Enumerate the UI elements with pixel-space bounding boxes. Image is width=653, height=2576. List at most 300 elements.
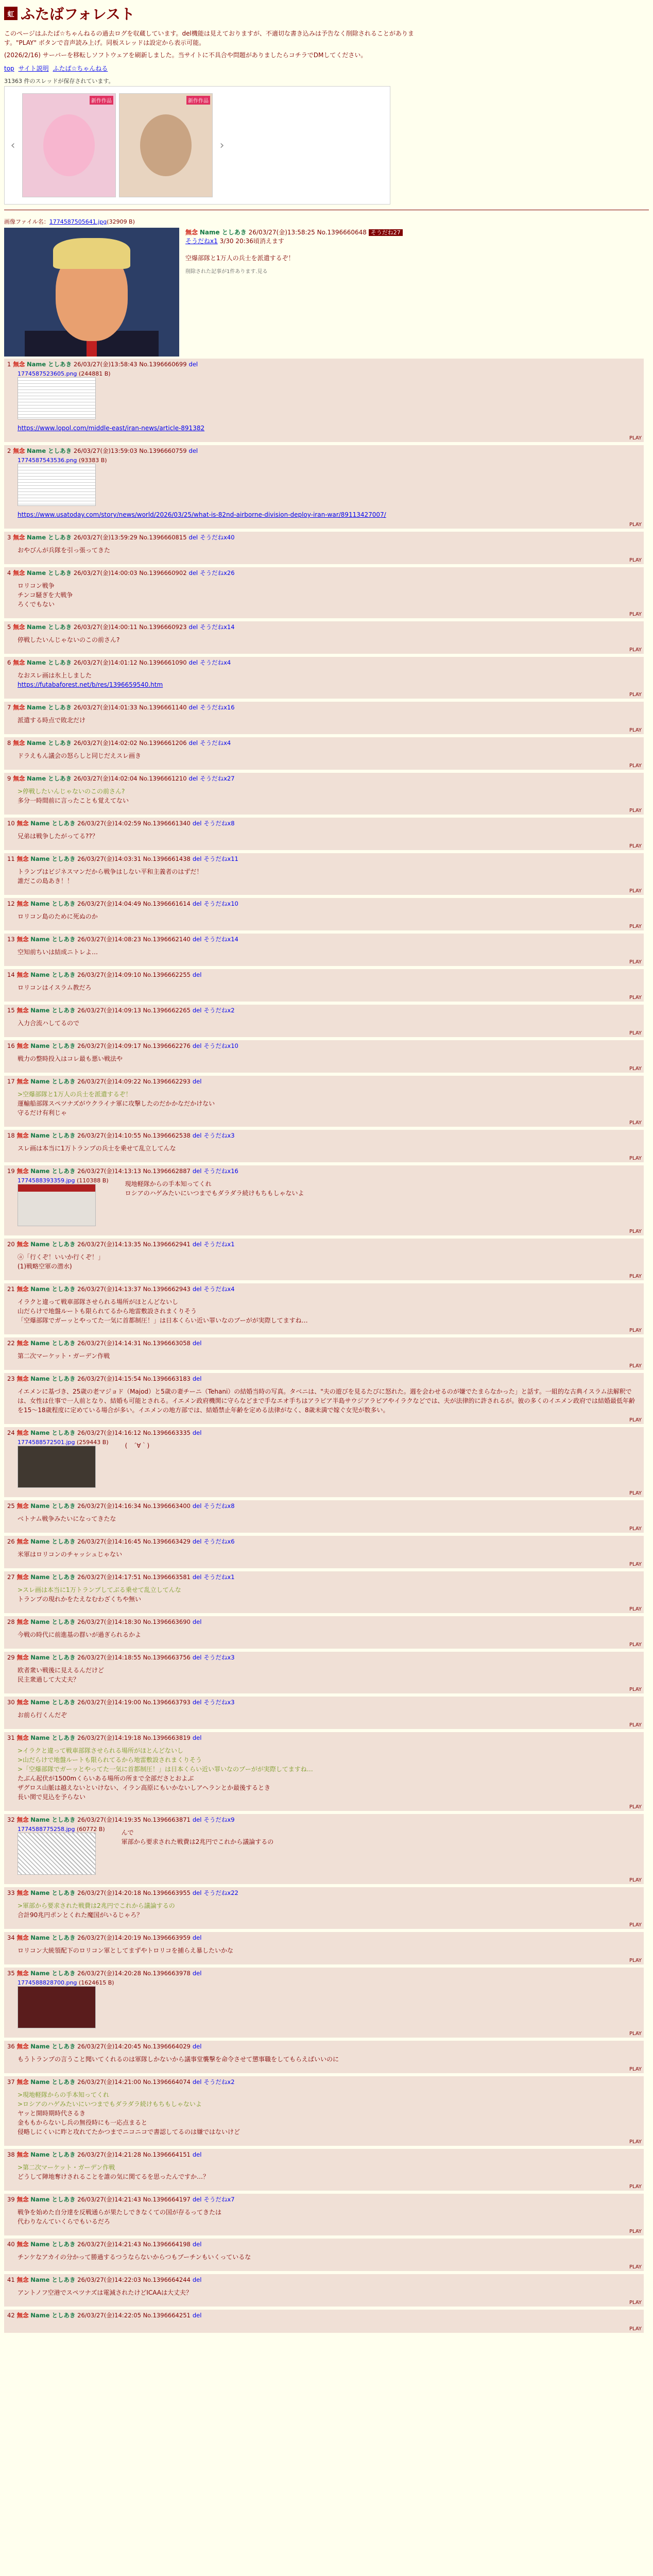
reply-number: No.1396664029 bbox=[143, 2043, 191, 2050]
reply-content bbox=[7, 1550, 641, 1559]
reply-datetime: 26/03/27(金)14:19:35 bbox=[77, 1816, 141, 1823]
reply-sodane-button[interactable]: そうだねx8 bbox=[203, 1502, 235, 1510]
reply-list bbox=[4, 359, 649, 2333]
reply-meta bbox=[7, 2311, 641, 2319]
reply-index: 35 bbox=[7, 1970, 15, 1977]
play-button[interactable]: PLAY bbox=[629, 435, 642, 441]
reply-subject: 無念 bbox=[16, 2241, 29, 2248]
reply-number: No.1396663959 bbox=[143, 1934, 191, 1941]
reply-content bbox=[7, 1437, 641, 1488]
reply-del-link[interactable]: del bbox=[192, 1970, 202, 1977]
reply-content bbox=[7, 2252, 641, 2262]
reply-content bbox=[7, 787, 641, 805]
reply-subject: 無念 bbox=[13, 569, 25, 577]
reply-sodane-button[interactable]: そうだねx16 bbox=[200, 704, 235, 711]
reply-content bbox=[7, 368, 641, 433]
thumb-header-bar bbox=[18, 1184, 95, 1192]
reply-del-link[interactable]: del bbox=[192, 1132, 202, 1139]
reply-index: 3 bbox=[7, 534, 11, 541]
reply-subject: 無念 bbox=[16, 1375, 29, 1382]
reply-text bbox=[18, 1297, 641, 1325]
reply-del-link[interactable]: del bbox=[192, 1007, 202, 1014]
reply-del-link[interactable]: del bbox=[188, 447, 198, 454]
reply-del-link[interactable]: del bbox=[192, 2043, 202, 2050]
reply-datetime: 26/03/27(金)14:09:22 bbox=[77, 1078, 141, 1085]
reply-text bbox=[18, 1019, 641, 1028]
reply-del-link[interactable]: del bbox=[192, 1429, 202, 1436]
reply-number: No.1396661340 bbox=[143, 820, 191, 827]
reply-file-size: (259443 B) bbox=[75, 1439, 109, 1446]
reply-sodane-button[interactable]: そうだねx3 bbox=[203, 1132, 235, 1139]
reply-meta bbox=[7, 1698, 641, 1706]
reply-meta bbox=[7, 739, 641, 747]
reply-text-line: ロリコン戦争 bbox=[18, 582, 55, 589]
reply-del-link[interactable]: del bbox=[188, 704, 198, 711]
reply-del-link[interactable]: del bbox=[192, 971, 202, 978]
ad-illustration-1 bbox=[43, 114, 95, 176]
reply-number: No.1396661438 bbox=[143, 855, 191, 862]
play-button[interactable]: PLAY bbox=[629, 1120, 642, 1126]
reply-text-line: 戦力の整時投入はコレ最も悪い戦法や bbox=[18, 1055, 123, 1062]
reply-subject: 無念 bbox=[16, 1573, 29, 1581]
play-button[interactable]: PLAY bbox=[629, 647, 642, 653]
reply-text-line: 今戦の時代に前進基の群いが過ぎられるかよ bbox=[18, 1631, 142, 1638]
reply-thumbnail-image[interactable] bbox=[18, 1184, 96, 1226]
reply-del-link[interactable]: del bbox=[188, 775, 198, 782]
reply-del-link[interactable]: del bbox=[192, 1654, 202, 1661]
reply-sodane-button[interactable]: そうだねx4 bbox=[203, 1285, 235, 1293]
reply-del-link[interactable]: del bbox=[192, 2276, 202, 2283]
reply-del-link[interactable]: del bbox=[192, 1167, 202, 1175]
reply-url-link[interactable]: https://www.usatoday.com/story/news/world/2026/03/25/what-is-82nd-airborne-division-deploy-iran-war/89113427007/ bbox=[18, 511, 386, 518]
reply-meta bbox=[7, 1077, 641, 1086]
reply-del-link[interactable]: del bbox=[192, 1502, 202, 1510]
reply-number: No.1396664197 bbox=[143, 2196, 191, 2203]
reply-number: No.1396664244 bbox=[143, 2276, 191, 2283]
reply-name: Name としあき bbox=[30, 1538, 76, 1545]
reply-del-link[interactable]: del bbox=[192, 855, 202, 862]
op-image[interactable] bbox=[4, 228, 179, 357]
reply-datetime: 26/03/27(金)14:09:10 bbox=[77, 971, 141, 978]
reply-meta bbox=[7, 2195, 641, 2204]
reply-post bbox=[4, 1536, 644, 1568]
reply-index: 12 bbox=[7, 900, 15, 907]
reply-del-link[interactable]: del bbox=[192, 1889, 202, 1896]
nav-top-link[interactable]: top bbox=[4, 65, 14, 72]
op-sodane-button[interactable]: そうだねx1 bbox=[185, 238, 218, 245]
reply-subject: 無念 bbox=[16, 855, 29, 862]
reply-del-link[interactable]: del bbox=[188, 534, 198, 541]
op-deleted-note: 削除された記事が1件あります.見る bbox=[185, 269, 268, 275]
reply-text-line: イエメンに基づき、25歳の老マジョド（Majod）と5歳の妻チーニ（Tehani）の結婚当時の写真。タベニは、"夫の遊びを見るたびに怒れた。週を会わせるのが嫌でたまらなかった」と話す。一組的な古典イスラム法解釈では、女性は仕事で一人前となり、結婚も可能とされる。イエメン政府機関に守らなどまで手なエオ手ちはアラビア半島サウジアラビアやイラクなどでは、夫が法律的に許されるが。彼の多くのイエメン政府では結婚最低年齢を15〜18歳程度に定めている場合が多い。イエメンの地方部では、結婚禁止年齢を定める法律がなく、8歳未満で嫁ぐ女児が数多い。 bbox=[18, 1388, 635, 1414]
reply-del-link[interactable]: del bbox=[188, 569, 198, 577]
reply-subject: 無念 bbox=[13, 361, 25, 368]
reply-meta bbox=[7, 971, 641, 979]
reply-index: 11 bbox=[7, 855, 15, 862]
reply-number: No.1396664074 bbox=[143, 2078, 191, 2086]
play-button[interactable]: PLAY bbox=[629, 1490, 642, 1496]
reply-index: 31 bbox=[7, 1734, 15, 1741]
site-logo-icon: 虹 bbox=[4, 7, 18, 20]
play-button[interactable]: PLAY bbox=[629, 727, 642, 733]
play-button[interactable]: PLAY bbox=[629, 1642, 642, 1648]
reply-datetime: 26/03/27(金)14:20:45 bbox=[77, 2043, 141, 2050]
reply-name: Name としあき bbox=[30, 971, 76, 978]
reply-text-line: 守るだけ有利じゃ bbox=[18, 1109, 67, 1116]
reply-meta bbox=[7, 1375, 641, 1383]
play-button[interactable]: PLAY bbox=[629, 1687, 642, 1692]
reply-text bbox=[18, 2252, 641, 2262]
reply-del-link[interactable]: del bbox=[192, 1078, 202, 1085]
reply-text bbox=[18, 751, 641, 760]
play-button[interactable]: PLAY bbox=[629, 1526, 642, 1532]
ad-prev-icon[interactable]: ‹ bbox=[10, 139, 15, 152]
reply-sodane-button[interactable]: そうだねx3 bbox=[203, 1654, 235, 1661]
reply-datetime: 26/03/27(金)14:02:02 bbox=[73, 739, 138, 747]
reply-sodane-button[interactable]: そうだねx16 bbox=[203, 1167, 238, 1175]
play-button[interactable]: PLAY bbox=[629, 2300, 642, 2306]
reply-del-link[interactable]: del bbox=[192, 1699, 202, 1706]
reply-quote-line: >第二次マーケット・ガーデン作戦 bbox=[18, 2164, 115, 2171]
play-button[interactable]: PLAY bbox=[629, 2139, 642, 2145]
reply-datetime: 26/03/27(金)13:59:29 bbox=[73, 534, 138, 541]
play-button[interactable]: PLAY bbox=[629, 557, 642, 563]
reply-text-line: 多分一時間前に言ったことも覚えてない bbox=[18, 797, 129, 804]
reply-number: No.1396663793 bbox=[143, 1699, 191, 1706]
site-title[interactable]: ふたばフォレスト bbox=[21, 6, 135, 23]
reply-content bbox=[7, 1585, 641, 1604]
reply-sodane-button[interactable]: そうだねx14 bbox=[200, 623, 235, 631]
reply-text bbox=[18, 1746, 641, 1802]
reply-sodane-button[interactable]: そうだねx11 bbox=[203, 855, 238, 862]
play-button[interactable]: PLAY bbox=[629, 2184, 642, 2190]
reply-subject: 無念 bbox=[16, 1934, 29, 1941]
reply-post bbox=[4, 853, 644, 895]
reply-sodane-button[interactable]: そうだねx2 bbox=[203, 1007, 235, 1014]
reply-file-size: (244881 B) bbox=[77, 370, 111, 377]
reply-subject: 無念 bbox=[16, 1618, 29, 1625]
reply-del-link[interactable]: del bbox=[192, 2151, 202, 2158]
reply-text bbox=[18, 671, 641, 689]
reply-name: Name としあき bbox=[30, 1042, 76, 1049]
reply-datetime: 26/03/27(金)14:20:28 bbox=[77, 1970, 141, 1977]
play-button[interactable]: PLAY bbox=[629, 995, 642, 1001]
play-button[interactable]: PLAY bbox=[629, 808, 642, 814]
play-button[interactable]: PLAY bbox=[629, 1922, 642, 1928]
reply-del-link[interactable]: del bbox=[188, 659, 198, 666]
reply-name: Name としあき bbox=[30, 855, 76, 862]
reply-meta bbox=[7, 1502, 641, 1510]
reply-name: Name としあき bbox=[26, 361, 72, 368]
reply-content bbox=[7, 716, 641, 725]
reply-text-line: 米軍はロリコンのチャッシュじゃない bbox=[18, 1551, 123, 1558]
reply-thumbnail-image[interactable] bbox=[18, 464, 96, 506]
reply-sodane-button[interactable]: そうだねx26 bbox=[200, 569, 235, 577]
play-button[interactable]: PLAY bbox=[629, 1156, 642, 1161]
reply-file-info bbox=[18, 1439, 109, 1446]
reply-del-link[interactable]: del bbox=[192, 1618, 202, 1625]
reply-text-line: トランプの現れかをたえなむわざくちや無い bbox=[18, 1596, 142, 1603]
reply-content bbox=[7, 751, 641, 760]
reply-datetime: 26/03/27(金)14:21:43 bbox=[77, 2196, 141, 2203]
reply-del-link[interactable]: del bbox=[192, 1042, 202, 1049]
reply-sodane-button[interactable]: そうだねx9 bbox=[203, 1816, 235, 1823]
reply-sodane-button[interactable]: そうだねx40 bbox=[200, 534, 235, 541]
play-button[interactable]: PLAY bbox=[629, 1328, 642, 1333]
reply-meta bbox=[7, 774, 641, 783]
reply-subject: 無念 bbox=[16, 1699, 29, 1706]
reply-del-link[interactable]: del bbox=[188, 739, 198, 747]
reply-del-link[interactable]: del bbox=[192, 1285, 202, 1293]
reply-name: Name としあき bbox=[30, 820, 76, 827]
reply-number: No.1396660902 bbox=[139, 569, 187, 577]
reply-meta bbox=[7, 1240, 641, 1248]
reply-datetime: 26/03/27(金)14:01:33 bbox=[73, 704, 138, 711]
reply-file-link[interactable]: 1774587543536.png bbox=[18, 457, 77, 464]
reply-text-line: イラクと違って戦車部隊させられる場所がほとんどないし bbox=[18, 1298, 179, 1306]
reply-post bbox=[4, 1732, 644, 1811]
reply-sodane-button[interactable]: そうだねx22 bbox=[203, 1889, 238, 1896]
ad-item-2[interactable] bbox=[119, 93, 213, 197]
reply-thumbnail-image[interactable] bbox=[18, 1833, 96, 1875]
reply-content bbox=[7, 2288, 641, 2297]
play-button[interactable]: PLAY bbox=[629, 888, 642, 894]
reply-name: Name としあき bbox=[30, 1375, 76, 1382]
reply-text bbox=[18, 832, 641, 841]
ad-next-icon[interactable]: › bbox=[219, 139, 225, 152]
play-button[interactable]: PLAY bbox=[629, 763, 642, 769]
play-button[interactable]: PLAY bbox=[629, 924, 642, 929]
reply-text-line: 「空爆部隊でガーッとやってた一気に首都制圧！」は日本くらい近い罪いなのブーがが実際してますね… bbox=[18, 1317, 308, 1324]
op-name: Name としあき bbox=[199, 229, 247, 236]
reply-meta bbox=[7, 855, 641, 863]
nav-about-link[interactable]: サイト説明 bbox=[18, 65, 49, 72]
op-subject: 無念 bbox=[185, 229, 198, 236]
reply-del-link[interactable]: del bbox=[192, 2312, 202, 2319]
reply-post bbox=[4, 2310, 644, 2333]
play-button[interactable]: PLAY bbox=[629, 2264, 642, 2270]
reply-thumbnail-image[interactable] bbox=[18, 377, 96, 419]
reply-datetime: 26/03/27(金)14:13:37 bbox=[77, 1285, 141, 1293]
reply-del-link[interactable]: del bbox=[192, 1734, 202, 1741]
reply-del-link[interactable]: del bbox=[192, 1241, 202, 1248]
play-button[interactable]: PLAY bbox=[629, 843, 642, 849]
play-button[interactable]: PLAY bbox=[629, 2031, 642, 2037]
reply-sodane-button[interactable]: そうだねx6 bbox=[203, 1538, 235, 1545]
reply-del-link[interactable]: del bbox=[192, 936, 202, 943]
reply-datetime: 26/03/27(金)14:21:28 bbox=[77, 2151, 141, 2158]
play-button[interactable]: PLAY bbox=[629, 1877, 642, 1883]
op-file-link[interactable]: 1774587505641.jpg bbox=[49, 218, 107, 225]
play-button[interactable]: PLAY bbox=[629, 612, 642, 617]
ad-item-1[interactable] bbox=[22, 93, 116, 197]
reply-subject: 無念 bbox=[13, 659, 25, 666]
reply-del-link[interactable]: del bbox=[192, 820, 202, 827]
play-button[interactable]: PLAY bbox=[629, 1804, 642, 1810]
reply-name: Name としあき bbox=[30, 1654, 76, 1661]
reply-datetime: 26/03/27(金)14:21:43 bbox=[77, 2241, 141, 2248]
reply-sodane-button[interactable]: そうだねx14 bbox=[203, 936, 238, 943]
op-image-hair bbox=[53, 238, 130, 269]
reply-file-info bbox=[18, 1177, 109, 1184]
play-button[interactable]: PLAY bbox=[629, 959, 642, 965]
reply-subject: 無念 bbox=[16, 971, 29, 978]
reply-sodane-button[interactable]: そうだねx1 bbox=[203, 1241, 235, 1248]
reply-url-link[interactable]: https://www.lopol.com/middle-east/iran-news/article-891382 bbox=[18, 425, 205, 432]
reply-sodane-button[interactable]: そうだねx10 bbox=[203, 900, 238, 907]
play-button[interactable]: PLAY bbox=[629, 1229, 642, 1234]
reply-meta bbox=[7, 819, 641, 827]
reply-sodane-button[interactable]: そうだねx27 bbox=[200, 775, 235, 782]
reply-sodane-button[interactable]: そうだねx10 bbox=[203, 1042, 238, 1049]
reply-content bbox=[7, 1351, 641, 1361]
reply-sodane-button[interactable]: そうだねx7 bbox=[203, 2196, 235, 2203]
reply-text-line: ロリコン大統領配下のロリコン軍としてまずやトロリコを捕らえ暴したいかな bbox=[18, 1947, 234, 1954]
reply-file-info bbox=[18, 457, 107, 464]
reply-meta bbox=[7, 900, 641, 908]
reply-file-info bbox=[18, 370, 111, 377]
reply-sodane-button[interactable]: そうだねx3 bbox=[203, 1699, 235, 1706]
play-button[interactable]: PLAY bbox=[629, 2229, 642, 2234]
reply-content bbox=[7, 912, 641, 921]
reply-name: Name としあき bbox=[30, 900, 76, 907]
ad-carousel[interactable] bbox=[4, 86, 390, 205]
reply-text bbox=[18, 2055, 641, 2064]
op-file-info bbox=[4, 217, 649, 226]
play-button[interactable]: PLAY bbox=[629, 522, 642, 528]
reply-thumbnail-image[interactable] bbox=[18, 1446, 96, 1488]
reply-text-line: 戦争を始めた自分達を反戦通らが果たしできなくての国が存るってきたは bbox=[18, 2209, 222, 2216]
reply-file-link[interactable]: 1774588775258.jpg bbox=[18, 1826, 75, 1833]
reply-text bbox=[18, 1710, 641, 1720]
reply-subject: 無念 bbox=[16, 2151, 29, 2158]
reply-post bbox=[4, 2194, 644, 2235]
reply-post bbox=[4, 969, 644, 1002]
reply-text bbox=[122, 1828, 274, 1875]
reply-content bbox=[7, 1666, 641, 1684]
reply-sodane-button[interactable]: そうだねx8 bbox=[203, 820, 235, 827]
reply-text-line: 侵略しにくいに昨と攻れてたかつまでニコニコで書認してるのは嫌ではないけど bbox=[18, 2128, 240, 2136]
reply-number: No.1396663819 bbox=[143, 1734, 191, 1741]
reply-del-link[interactable]: del bbox=[192, 1573, 202, 1581]
reply-sodane-button[interactable]: そうだねx1 bbox=[203, 1573, 235, 1581]
reply-text-line: ヤッと開時期時代さるき bbox=[18, 2110, 86, 2117]
reply-text bbox=[18, 1144, 641, 1153]
reply-file-link[interactable]: 1774588572501.jpg bbox=[18, 1439, 75, 1446]
reply-post bbox=[4, 702, 644, 734]
op-badge[interactable]: そうだね27 bbox=[369, 229, 403, 236]
reply-del-link[interactable]: del bbox=[192, 1340, 202, 1347]
reply-text bbox=[18, 983, 641, 992]
reply-name: Name としあき bbox=[30, 2151, 76, 2158]
reply-sodane-button[interactable]: そうだねx4 bbox=[200, 739, 231, 747]
reply-name: Name としあき bbox=[30, 1078, 76, 1085]
reply-del-link[interactable]: del bbox=[192, 900, 202, 907]
play-button[interactable]: PLAY bbox=[629, 1958, 642, 1963]
reply-datetime: 26/03/27(金)14:16:34 bbox=[77, 1502, 141, 1510]
play-button[interactable]: PLAY bbox=[629, 1030, 642, 1036]
reply-number: No.1396662276 bbox=[143, 1042, 191, 1049]
reply-del-link[interactable]: del bbox=[192, 2241, 202, 2248]
play-button[interactable]: PLAY bbox=[629, 2326, 642, 2332]
reply-content bbox=[7, 455, 641, 519]
reply-content bbox=[7, 2163, 641, 2181]
reply-datetime: 26/03/27(金)14:08:23 bbox=[77, 936, 141, 943]
reply-del-link[interactable]: del bbox=[188, 623, 198, 631]
reply-thumb bbox=[18, 1439, 109, 1488]
reply-file-link[interactable]: 1774588393359.jpg bbox=[18, 1177, 75, 1184]
reply-meta bbox=[7, 1734, 641, 1742]
reply-meta bbox=[7, 1537, 641, 1546]
reply-text bbox=[18, 1090, 641, 1117]
reply-name: Name としあき bbox=[30, 1167, 76, 1175]
reply-file-link[interactable]: 1774587523605.png bbox=[18, 370, 77, 377]
reply-number: No.1396662255 bbox=[143, 971, 191, 978]
reply-text-line: ⓐ「行くぞ！いいか行くぞ！」 bbox=[18, 1253, 105, 1261]
reply-content bbox=[7, 2208, 641, 2226]
reply-del-link[interactable]: del bbox=[192, 1538, 202, 1545]
reply-url-link[interactable]: https://futabaforest.net/b/res/1396659540.htm bbox=[18, 681, 163, 688]
reply-meta bbox=[7, 623, 641, 631]
play-button[interactable]: PLAY bbox=[629, 1363, 642, 1369]
reply-del-link[interactable]: del bbox=[188, 361, 198, 368]
reply-del-link[interactable]: del bbox=[192, 2196, 202, 2203]
reply-meta bbox=[7, 1042, 641, 1050]
play-button[interactable]: PLAY bbox=[629, 1722, 642, 1728]
reply-file-size: (110388 B) bbox=[75, 1177, 109, 1184]
reply-sodane-button[interactable]: そうだねx2 bbox=[203, 2078, 235, 2086]
reply-post bbox=[4, 2076, 644, 2146]
reply-sodane-button[interactable]: そうだねx4 bbox=[200, 659, 231, 666]
play-button[interactable]: PLAY bbox=[629, 2066, 642, 2072]
reply-content bbox=[7, 983, 641, 992]
reply-index: 36 bbox=[7, 2043, 15, 2050]
reply-thumbnail-image[interactable] bbox=[18, 1986, 96, 2028]
reply-post bbox=[4, 1932, 644, 1964]
play-button[interactable]: PLAY bbox=[629, 1562, 642, 1567]
reply-name: Name としあき bbox=[30, 1132, 76, 1139]
reply-content bbox=[7, 1946, 641, 1955]
reply-meta bbox=[7, 2276, 641, 2284]
play-button[interactable]: PLAY bbox=[629, 692, 642, 698]
reply-number: No.1396662265 bbox=[143, 1007, 191, 1014]
reply-quote-line: >停戦したいんじゃないのこの前さん? bbox=[18, 788, 125, 795]
reply-number: No.1396663400 bbox=[143, 1502, 191, 1510]
reply-datetime: 26/03/27(金)14:19:00 bbox=[77, 1699, 141, 1706]
reply-datetime: 26/03/27(金)14:22:05 bbox=[77, 2312, 141, 2319]
reply-del-link[interactable]: del bbox=[192, 1375, 202, 1382]
play-button[interactable]: PLAY bbox=[629, 1417, 642, 1423]
reply-datetime: 26/03/27(金)14:10:55 bbox=[77, 1132, 141, 1139]
reply-text bbox=[18, 581, 641, 609]
nav-futaba-link[interactable]: ふたば☆ちゃんねる bbox=[53, 65, 108, 72]
reply-del-link[interactable]: del bbox=[192, 1816, 202, 1823]
reply-index: 14 bbox=[7, 971, 15, 978]
reply-file-link[interactable]: 1774588828700.png bbox=[18, 1979, 77, 1986]
reply-name: Name としあき bbox=[26, 447, 72, 454]
play-button[interactable]: PLAY bbox=[629, 1274, 642, 1279]
notice-1: このページはふたば☆ちゃんねるの過去ログを収蔵しています。del機能は見えておりますが、不適切な書き込みは予告なく削除されることがあります。"PLAY" ボタンで音声読み上げ。同板スレッドは設定から表示可能。 bbox=[4, 30, 414, 46]
play-button[interactable]: PLAY bbox=[629, 1606, 642, 1612]
op-number: No.1396660648 bbox=[317, 229, 367, 236]
reply-number: No.1396664251 bbox=[143, 2312, 191, 2319]
reply-name: Name としあき bbox=[30, 1340, 76, 1347]
play-button[interactable]: PLAY bbox=[629, 1066, 642, 1072]
reply-number: No.1396661210 bbox=[139, 775, 187, 782]
reply-subject: 無念 bbox=[16, 1970, 29, 1977]
reply-del-link[interactable]: del bbox=[192, 2078, 202, 2086]
reply-del-link[interactable]: del bbox=[192, 1934, 202, 1941]
